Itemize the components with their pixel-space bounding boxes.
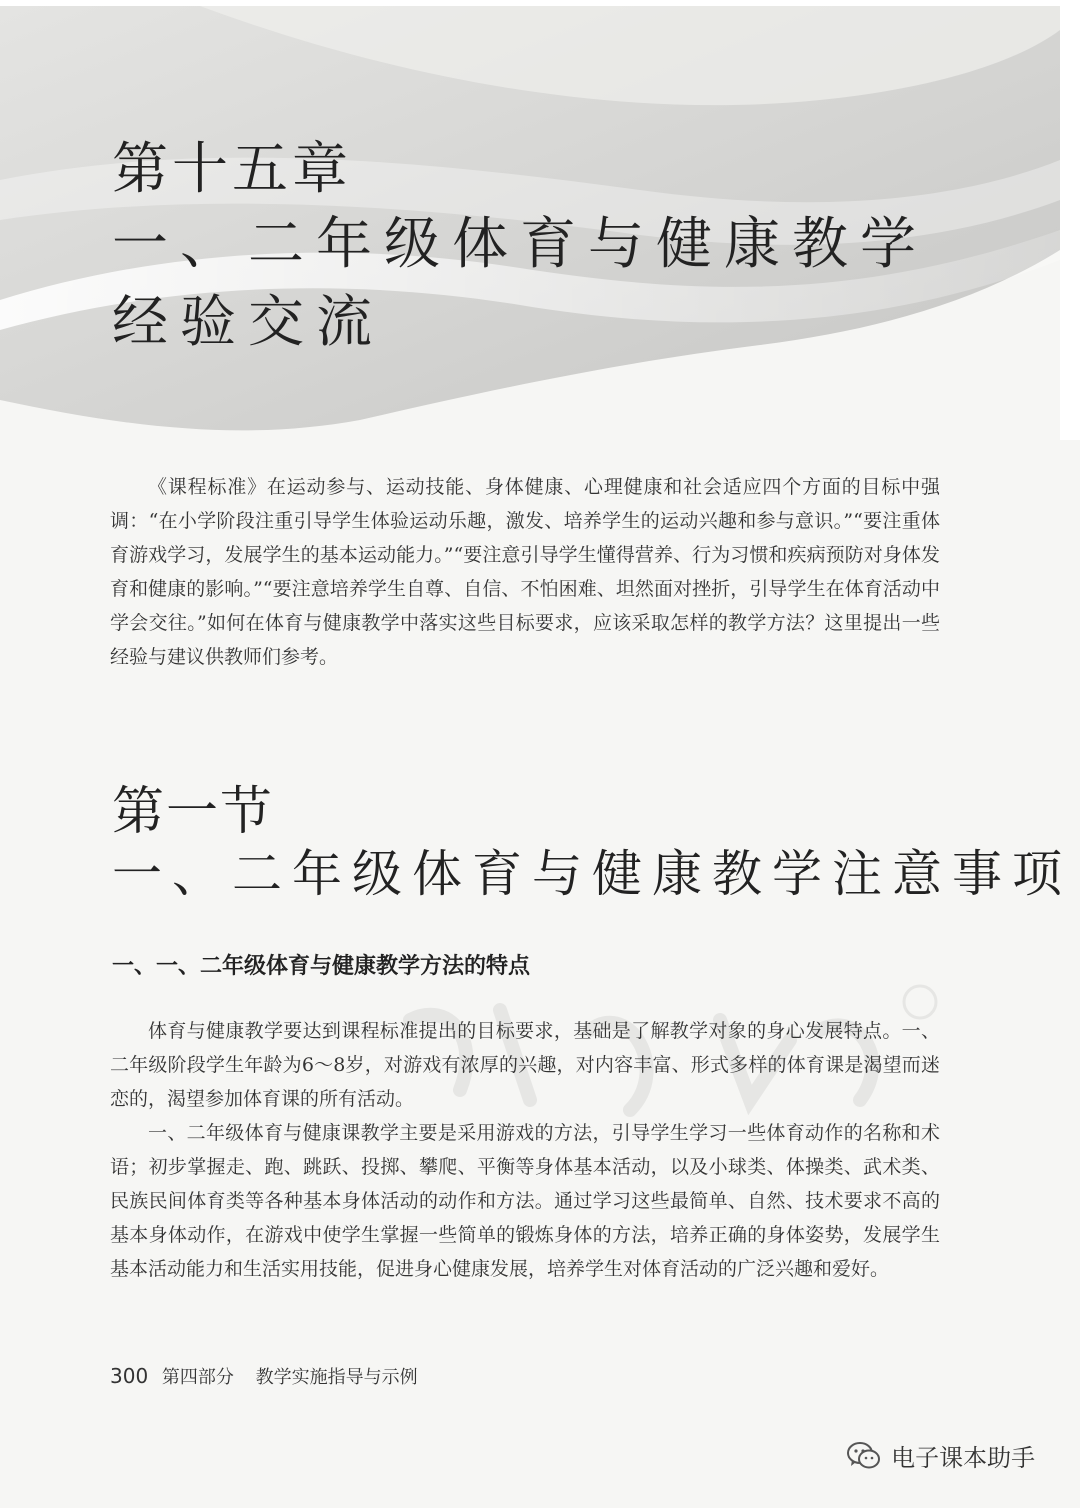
- wechat-account-badge: [846, 1438, 1035, 1478]
- chapter-number: 第十五章: [112, 137, 352, 202]
- body-paragraph: 体育与健康教学要达到课程标准提出的目标要求，基础是了解教学对象的身心发展特点。一、二年级阶段学生年龄为6～8岁，对游戏有浓厚的兴趣，对内容丰富、形式多样的体育课是渴望而迷恋的，渴望参加体育课的所有活动。: [110, 1020, 940, 1110]
- footer-part-title: 教学实施指导与示例: [255, 1367, 418, 1388]
- page-footer: [110, 1363, 418, 1391]
- section-title: 一、二年级体育与健康教学注意事项: [112, 845, 1072, 903]
- chapter-title: 一、二年级体育与健康教学经验交流: [112, 212, 928, 355]
- wechat-account-name: 电子课本助手: [891, 1444, 1036, 1472]
- chapter-intro-paragraph: 《课程标准》在运动参与、运动技能、身体健康、心理健康和社会适应四个方面的目标中强调：“在小学阶段注重引导学生体验运动乐趣，激发、培养学生的运动兴趣和参与意识。”“要注重体育游戏学习，发展学生的基本运动能力。”“要注意引导学生懂得营养、行为习惯和疾病预防对身体发育和健康的影响。”“要注意培养学生自尊、自信、不怕困难、坦然面对挫折，引导学生在体育活动中学会交往。”如何在体育与健康教学中落实这些目标要求，应该采取怎样的教学方法？这里提出一些经验与建议供教师们参考。: [110, 476, 940, 668]
- footer-part-label: 第四部分: [161, 1367, 234, 1388]
- subsection-heading: 一、一、二年级体育与健康教学方法的特点: [112, 954, 531, 979]
- section-number: 第一节: [112, 782, 275, 842]
- body-paragraph: 一、二年级体育与健康课教学主要是采用游戏的方法，引导学生学习一些体育动作的名称和术语；初步掌握走、跑、跳跃、投掷、攀爬、平衡等身体基本活动，以及小球类、体操类、武术类、民族民间体育类等各种基本身体活动的动作和方法。通过学习这些最简单、自然、技术要求不高的基本身体动作，在游戏中使学生掌握一些简单的锻炼身体的方法，培养正确的身体姿势，发展学生基本活动能力和生活实用技能，促进身心健康发展，培养学生对体育活动的广泛兴趣和爱好。: [110, 1122, 940, 1280]
- page-number: 300: [110, 1364, 149, 1388]
- wechat-icon: [846, 1440, 882, 1472]
